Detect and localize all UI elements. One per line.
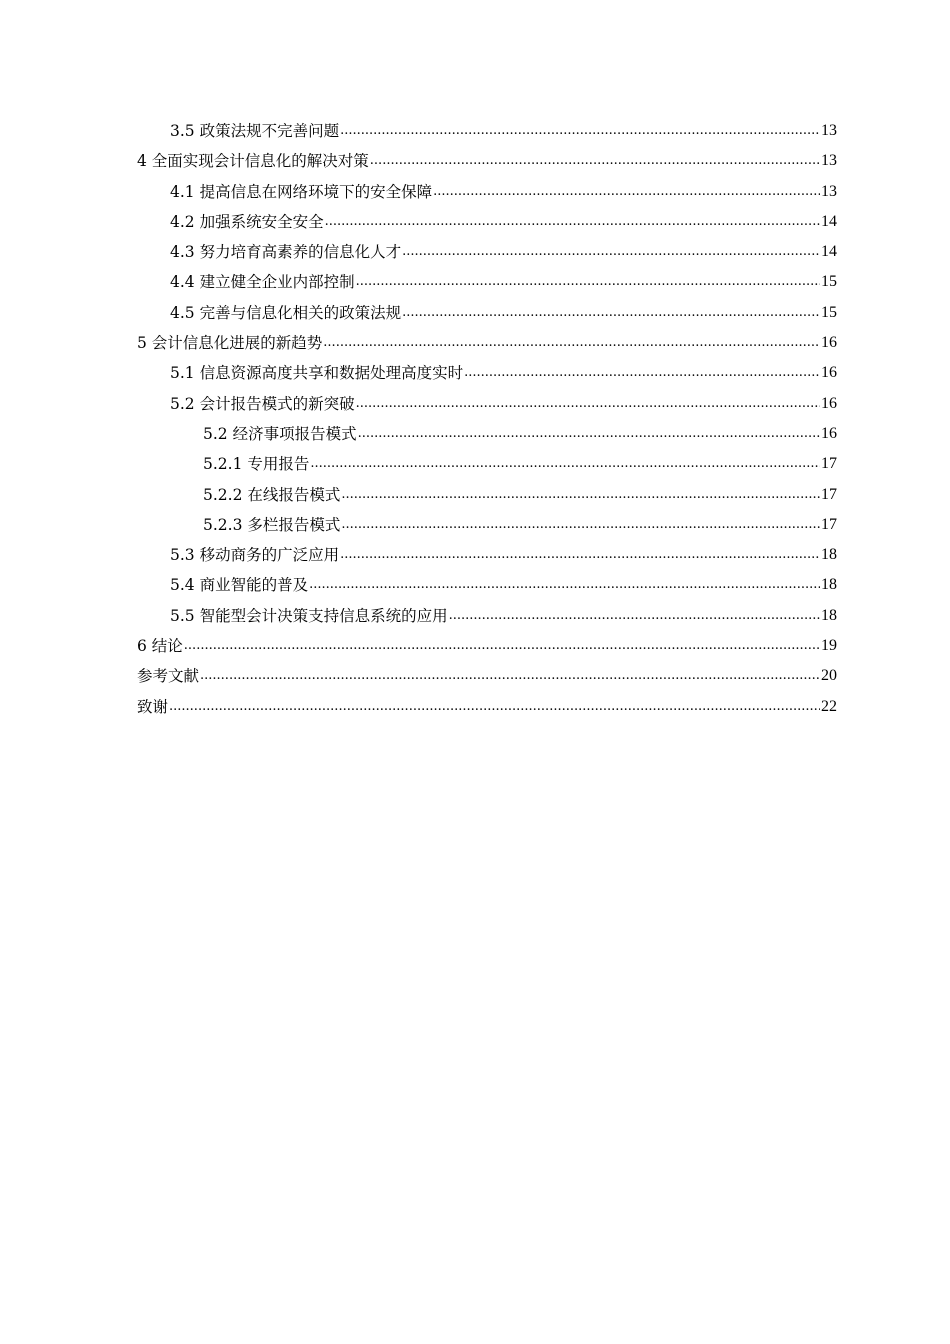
- toc-entry[interactable]: [137, 267, 837, 297]
- dot-leader: [184, 631, 820, 661]
- toc-entry-page: 17: [821, 515, 837, 533]
- dot-leader: [310, 449, 820, 479]
- dot-leader: [323, 328, 820, 358]
- toc-entry-page: 17: [821, 485, 837, 503]
- toc-entry-page: 18: [821, 606, 837, 624]
- toc-entry[interactable]: [137, 601, 837, 631]
- dot-leader: [341, 480, 820, 510]
- toc-entry-title: 5 会计信息化进展的新趋势: [137, 334, 323, 353]
- toc-entry[interactable]: [137, 207, 837, 237]
- toc-entry[interactable]: [137, 480, 837, 510]
- dot-leader: [433, 177, 820, 207]
- toc-entry[interactable]: [137, 237, 837, 267]
- dot-leader: [340, 540, 820, 570]
- toc-entry-page: 18: [821, 546, 837, 564]
- toc-entry-page: 13: [821, 152, 837, 170]
- toc-entry-title: 4.2 加强系统安全安全: [170, 212, 324, 231]
- toc-entry-title: 3.5 政策法规不完善问题: [170, 122, 340, 140]
- dot-leader: [464, 358, 820, 388]
- dot-leader: [340, 116, 820, 146]
- toc-entry-title: 4.1 提高信息在网络环境下的安全保障: [170, 182, 433, 201]
- toc-entry[interactable]: [137, 631, 837, 661]
- toc-entry-page: 16: [821, 364, 837, 382]
- toc-entry-title: 4.4 建立健全企业内部控制: [170, 273, 355, 292]
- toc-entry-title: 5.5 智能型会计决策支持信息系统的应用: [170, 606, 448, 625]
- toc-entry-page: 18: [821, 576, 837, 594]
- toc-entry-title: 6 结论: [137, 637, 183, 656]
- toc-entry-page: 19: [821, 637, 837, 655]
- toc-entry-page: 14: [821, 243, 837, 261]
- toc-entry-title: 5.2 会计报告模式的新突破: [170, 394, 355, 413]
- toc-entry-page: 16: [821, 424, 837, 442]
- toc-entry-title: 5.2.3 多栏报告模式: [203, 515, 341, 534]
- toc-entry[interactable]: [137, 570, 837, 600]
- toc-entry[interactable]: [137, 358, 837, 388]
- dot-leader: [309, 570, 820, 600]
- toc-entry[interactable]: [137, 661, 837, 691]
- toc-entry-page: 15: [821, 303, 837, 321]
- dot-leader: [402, 237, 820, 267]
- toc-entry-title: 5.2 经济事项报告模式: [203, 424, 357, 443]
- toc-entry[interactable]: [137, 389, 837, 419]
- toc-entry-page: 22: [821, 697, 837, 715]
- toc-entry-title: 4.3 努力培育高素养的信息化人才: [170, 243, 402, 262]
- dot-leader: [402, 298, 820, 328]
- dot-leader: [370, 146, 820, 176]
- toc-entry[interactable]: [137, 146, 837, 176]
- toc-entry-page: 17: [821, 455, 837, 473]
- toc-entry[interactable]: [137, 540, 837, 570]
- toc-entry-title: 参考文献: [137, 667, 200, 686]
- dot-leader: [169, 692, 820, 722]
- dot-leader: [356, 267, 820, 297]
- toc-entry-title: 5.2.1 专用报告: [203, 455, 310, 474]
- dot-leader: [325, 207, 820, 237]
- toc-entry-page: 16: [821, 394, 837, 412]
- toc-entry[interactable]: [137, 419, 837, 449]
- toc-entry[interactable]: [137, 449, 837, 479]
- dot-leader: [200, 661, 820, 691]
- toc-entry[interactable]: [137, 692, 837, 722]
- dot-leader: [356, 389, 820, 419]
- toc-entry-title: 4 全面实现会计信息化的解决对策: [137, 152, 369, 171]
- toc-entry[interactable]: [137, 116, 837, 146]
- dot-leader: [341, 510, 820, 540]
- toc-entry-title: 5.3 移动商务的广泛应用: [170, 546, 340, 565]
- dot-leader: [449, 601, 820, 631]
- toc-entry-page: 15: [821, 273, 837, 291]
- toc-entry-title: 5.1 信息资源高度共享和数据处理高度实时: [170, 364, 464, 383]
- toc-entry-title: 4.5 完善与信息化相关的政策法规: [170, 303, 402, 322]
- table-of-contents: [137, 116, 837, 722]
- toc-entry-title: 5.2.2 在线报告模式: [203, 485, 341, 504]
- toc-entry-page: 13: [821, 182, 837, 200]
- toc-entry-page: 16: [821, 334, 837, 352]
- toc-entry-title: 致谢: [137, 697, 169, 716]
- toc-entry[interactable]: [137, 177, 837, 207]
- toc-entry[interactable]: [137, 328, 837, 358]
- toc-entry[interactable]: [137, 510, 837, 540]
- dot-leader: [358, 419, 820, 449]
- toc-entry-page: 13: [821, 122, 837, 139]
- toc-entry-page: 14: [821, 212, 837, 230]
- toc-entry[interactable]: [137, 298, 837, 328]
- toc-entry-page: 20: [821, 667, 837, 685]
- toc-entry-title: 5.4 商业智能的普及: [170, 576, 309, 595]
